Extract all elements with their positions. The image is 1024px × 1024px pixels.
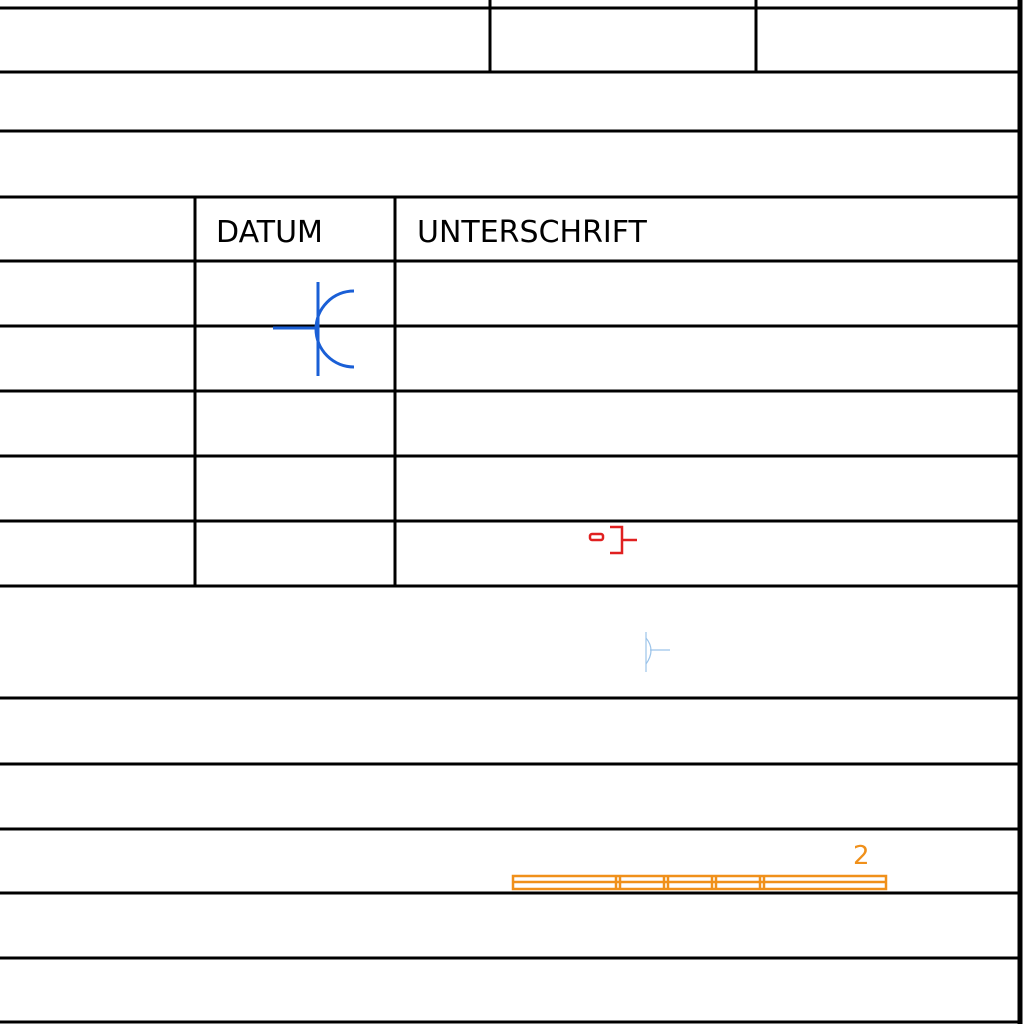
window-strip	[513, 876, 886, 889]
door-swing-arc	[316, 291, 354, 367]
faint-marker	[646, 632, 670, 672]
table-vertical-lines	[195, 0, 756, 586]
door-swing-symbol	[273, 282, 354, 376]
faint-marker-arc	[646, 638, 651, 664]
bracket-small-box	[590, 534, 603, 540]
bracket-shape	[610, 527, 622, 553]
bracket-marker	[590, 527, 637, 553]
window-label: 2	[853, 841, 870, 871]
signature-column-header: UNTERSCHRIFT	[417, 215, 647, 250]
date-column-header: DATUM	[216, 215, 323, 250]
